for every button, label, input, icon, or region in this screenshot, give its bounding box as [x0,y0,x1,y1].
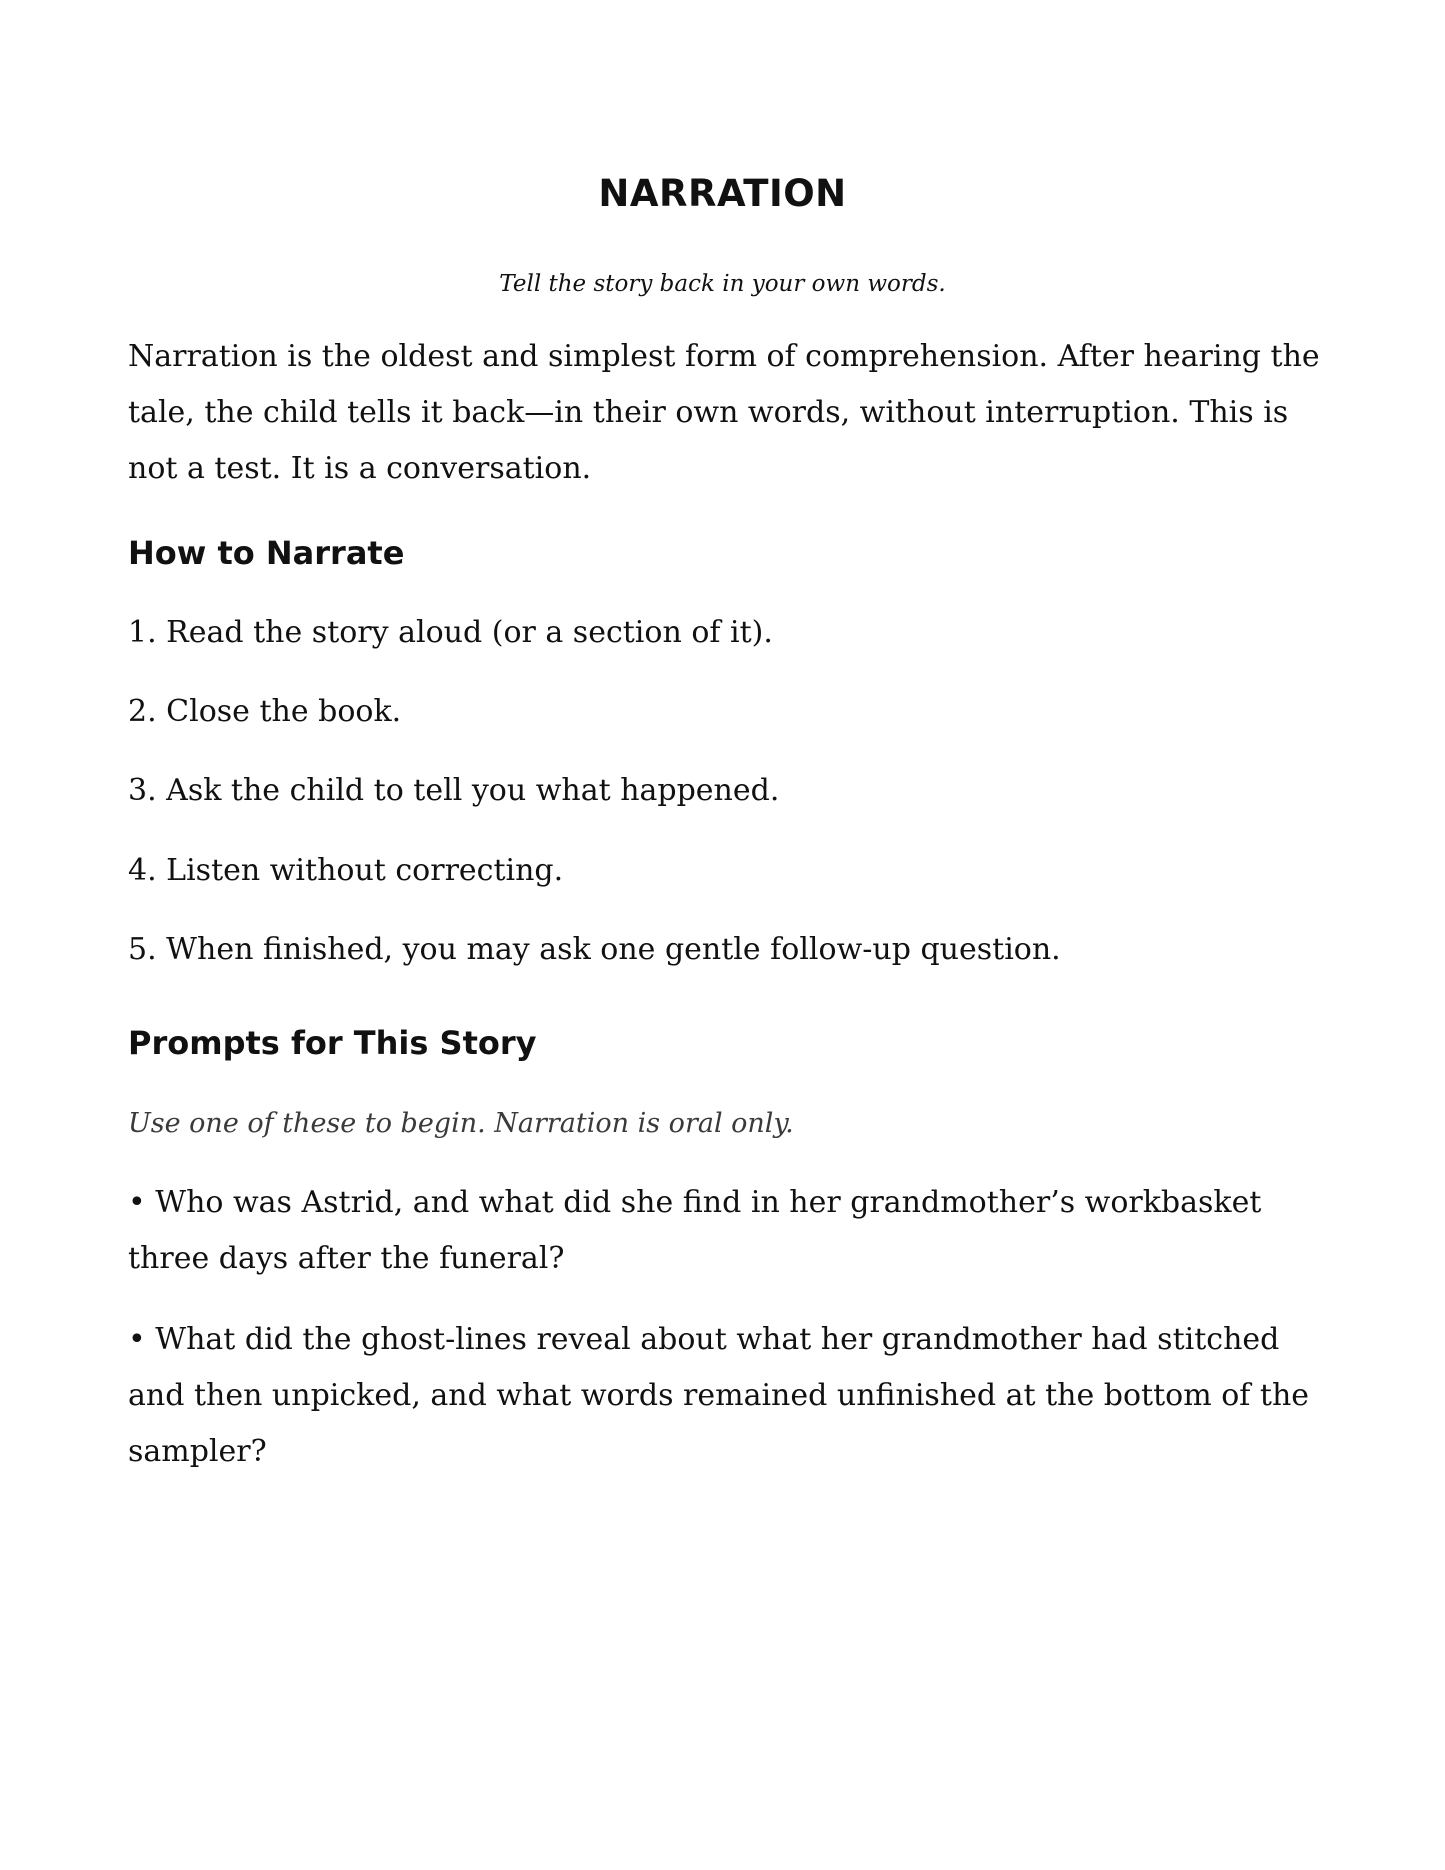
section-heading-prompts: Prompts for This Story [128,1024,537,1062]
section-heading-how-to-narrate: How to Narrate [128,534,405,572]
list-item-step-1: 1. Read the story aloud (or a section of it). [128,615,773,650]
list-item-step-5: 5. When finished, you may ask one gentle follow-up question. [128,932,1061,967]
list-item-step-2: 2. Close the book. [128,694,402,729]
list-item-step-3: 3. Ask the child to tell you what happened. [128,773,780,808]
prompt-item-1: • Who was Astrid, and what did she find in her grandmother’s workbasket three days after the funeral? [128,1185,1262,1276]
prompt-item-2: • What did the ghost-lines reveal about what her grandmother had stitched and then unpicked, and what words remained unfinished at the bottom of the sampler? [128,1322,1310,1469]
intro-paragraph: Narration is the oldest and simplest form of comprehension. After hearing the tale, the child tells it back—in their own words, without interruption. This is not a test. It is a conversation. [128,339,1320,486]
prompts-note: Use one of these to begin. Narration is oral only. [128,1108,794,1139]
list-item-step-4: 4. Listen without correcting. [128,853,564,888]
page-title: NARRATION [598,172,847,215]
page-subtitle: Tell the story back in your own words. [499,271,946,297]
